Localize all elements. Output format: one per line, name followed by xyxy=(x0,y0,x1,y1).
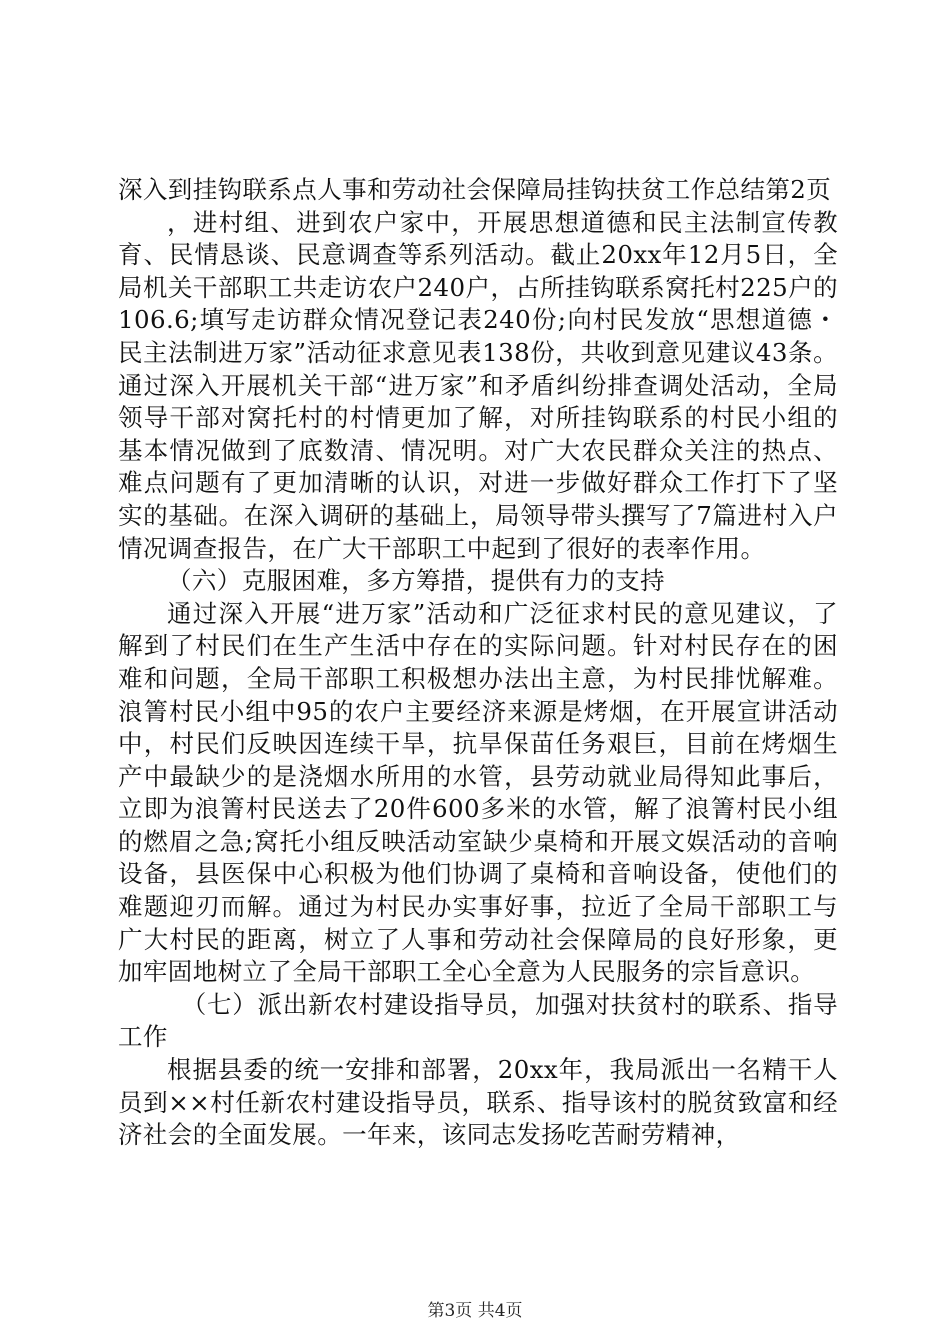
document-body xyxy=(118,174,838,1152)
paragraph-support: 通过深入开展“进万家”活动和广泛征求村民的意见建议，了解到了村民们在生产生活中存在的实际问题。针对村民存在的困难和问题，全局干部职工积极想办法出主意，为村民排忧解难。浪箐村民小组中95的农户主要经济来源是烤烟，在开展宣讲活动中，村民们反映因连续干旱，抗旱保苗任务艰巨，目前在烤烟生产中最缺少的是浇烟水所用的水管，县劳动就业局得知此事后，立即为浪箐村民送去了20件600多米的水管，解了浪箐村民小组的燃眉之急;窝托小组反映活动室缺少桌椅和开展文娱活动的音响设备，县医保中心积极为他们协调了桌椅和音响设备，使他们的难题迎刃而解。通过为村民办实事好事，拉近了全局干部职工与广大村民的距离，树立了人事和劳动社会保障局的良好形象，更加牢固地树立了全局干部职工全心全意为人民服务的宗旨意识。 xyxy=(118,598,838,987)
paragraph-visits: ，进村组、进到农户家中，开展思想道德和民主法制宣传教育、民情恳谈、民意调查等系列活动。截止20xx年12月5日，全局机关干部职工共走访农户240户，占所挂钩联系窝托村225户的106.6;填写走访群众情况登记表240份;向村民发放“思想道德・民主法制进万家”活动征求意见表138份，共收到意见建议43条。通过深入开展机关干部“进万家”和矛盾纠纷排查调处活动，全局领导干部对窝托村的村情更加了解，对所挂钩联系的村民小组的基本情况做到了底数清、情况明。对广大农民群众关注的热点、难点问题有了更加清晰的认识，对进一步做好群众工作打下了坚实的基础。在深入调研的基础上，局领导带头撰写了7篇进村入户情况调查报告，在广大干部职工中起到了很好的表率作用。 xyxy=(118,207,838,563)
section-heading-six: （六）克服困难，多方筹措，提供有力的支持 xyxy=(167,566,665,596)
paragraph-instructor: 根据县委的统一安排和部署，20xx年，我局派出一名精干人员到××村任新农村建设指导员，联系、指导该村的脱贫致富和经济社会的全面发展。一年来，该同志发扬吃苦耐劳精神， xyxy=(118,1055,838,1150)
page-footer: 第3页 共4页 xyxy=(427,1301,523,1321)
section-heading-seven: （七）派出新农村建设指导员，加强对扶贫村的联系、指导工作 xyxy=(118,989,838,1052)
document-title: 深入到挂钩联系点人事和劳动社会保障局挂钩扶贫工作总结第2页 xyxy=(118,175,832,204)
